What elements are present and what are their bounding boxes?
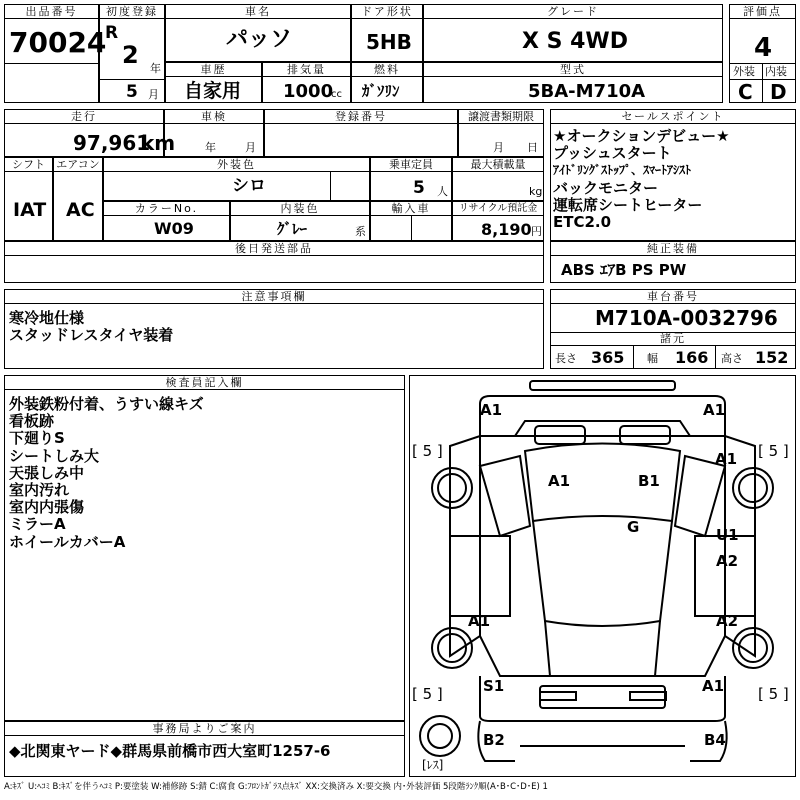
sales-points-label: セールスポイント bbox=[551, 110, 795, 124]
fuel: ｶﾞｿﾘﾝ bbox=[362, 82, 400, 100]
inspector-item: シートしみ大 bbox=[9, 446, 100, 465]
mileage-box bbox=[4, 109, 176, 157]
displacement: 1000 bbox=[283, 81, 334, 102]
car-name-label: 車名 bbox=[166, 5, 350, 19]
sales-point: プッシュスタート bbox=[553, 144, 672, 163]
grade: X S 4WD bbox=[522, 29, 628, 54]
inspector-item: 室内内張傷 bbox=[9, 498, 85, 517]
notes-list bbox=[9, 310, 173, 344]
chassis-label: 車台番号 bbox=[551, 290, 795, 304]
tire-front-right: [ 5 ] bbox=[758, 442, 789, 460]
inspector-item: 室内汚れ bbox=[9, 481, 70, 500]
damage-mark: B1 bbox=[638, 472, 660, 490]
displacement-unit: cc bbox=[331, 89, 342, 100]
car-name-box bbox=[165, 4, 351, 62]
inspector-list bbox=[9, 396, 204, 551]
sales-point: ETC2.0 bbox=[553, 213, 612, 232]
mileage-label: 走行 bbox=[5, 110, 163, 124]
color-no-box bbox=[103, 201, 230, 241]
damage-mark: A1 bbox=[702, 677, 725, 695]
capacity-unit: 人 bbox=[437, 185, 448, 198]
history-label: 車歴 bbox=[166, 63, 261, 77]
import-label: 輸入車 bbox=[371, 202, 451, 216]
model-label: 型式 bbox=[424, 63, 722, 77]
grade-label: グレード bbox=[424, 5, 722, 19]
notes-label: 注意事項欄 bbox=[5, 290, 543, 304]
equipment-label: 純正装備 bbox=[551, 242, 795, 256]
interior-color-label: 内装色 bbox=[231, 202, 369, 216]
note-item: スタッドレスタイヤ装着 bbox=[9, 326, 174, 345]
mileage: 97,961 bbox=[73, 131, 151, 155]
inspector-box bbox=[4, 375, 405, 721]
interior-color-box bbox=[230, 201, 370, 241]
registration-label: 登録番号 bbox=[265, 110, 457, 124]
chassis-box bbox=[550, 289, 796, 369]
door-label: ドア形状 bbox=[352, 5, 422, 19]
damage-mark: A1 bbox=[703, 401, 726, 419]
inspector-label: 検査員記入欄 bbox=[5, 376, 404, 390]
recycle-label: リサイクル預託金 bbox=[453, 202, 543, 216]
max-load-box bbox=[452, 157, 544, 201]
door-type: 5HB bbox=[366, 30, 412, 54]
lot-number: 70024 bbox=[9, 26, 107, 59]
recycle-unit: 円 bbox=[531, 225, 542, 238]
note-item: 寒冷地仕様 bbox=[9, 309, 85, 327]
exterior-grade: C bbox=[738, 80, 753, 104]
damage-mark: A1 bbox=[715, 450, 738, 468]
notes-box bbox=[4, 289, 544, 369]
model-box bbox=[423, 62, 723, 103]
transfer-day-unit: 日 bbox=[527, 141, 538, 154]
exterior-color: シロ bbox=[232, 176, 266, 196]
interior-color: ｸﾞﾚｰ bbox=[277, 220, 308, 238]
shift-label: シフト bbox=[5, 158, 52, 172]
office-label: 事務局よりご案内 bbox=[5, 722, 404, 736]
capacity-box bbox=[370, 157, 452, 201]
later-parts-label: 後日発送部品 bbox=[5, 242, 543, 256]
exterior-grade-label: 外装 bbox=[733, 65, 755, 78]
max-load-label: 最大積載量 bbox=[453, 158, 543, 172]
door-box bbox=[351, 4, 423, 62]
capacity-label: 乗車定員 bbox=[371, 158, 451, 172]
sales-point: バックモニター bbox=[553, 178, 659, 197]
color-no-label: カラーNo. bbox=[104, 202, 229, 216]
inspection-year-unit: 年 bbox=[205, 141, 216, 154]
length: 365 bbox=[591, 348, 625, 367]
first-reg-month: 5 bbox=[126, 82, 138, 102]
inspector-item: 外装鉄粉付着、うすい線キズ bbox=[9, 395, 204, 413]
chassis-number: M710A-0032796 bbox=[595, 306, 778, 330]
transfer-label: 譲渡書類期限 bbox=[459, 110, 543, 124]
equipment-box bbox=[550, 241, 796, 283]
office-box bbox=[4, 721, 405, 777]
lot-number-label: 出品番号 bbox=[5, 5, 98, 19]
damage-mark: B2 bbox=[483, 731, 505, 749]
tire-rear-left: [ 5 ] bbox=[412, 685, 443, 703]
inspection-month-unit: 月 bbox=[245, 141, 256, 154]
score-box bbox=[729, 4, 796, 103]
damage-mark: U1 bbox=[716, 526, 739, 544]
score-label: 評価点 bbox=[730, 5, 795, 19]
first-registration-label: 初度登録 bbox=[100, 5, 164, 19]
inspector-item: ホイールカバーA bbox=[9, 532, 126, 551]
damage-mark: S1 bbox=[483, 677, 505, 695]
first-reg-year: 2 bbox=[122, 41, 139, 69]
legend: A:ｷｽﾞ U:ﾍｺﾐ B:ｷｽﾞを伴うﾍｺﾐ P:要塗装 W:補修跡 S:錆 C:腐食 G:ﾌﾛﾝﾄｶﾞﾗｽ点ｷｽﾞ XX:交換済み X:要交換 内･外装評価 5段階ﾗﾝｸ順(A･B･C･D･E) 1 bbox=[4, 782, 548, 792]
interior-grade: D bbox=[770, 80, 787, 104]
sales-points-list bbox=[553, 128, 730, 231]
year-unit: 年 bbox=[150, 62, 161, 75]
later-parts-box bbox=[4, 241, 544, 283]
interior-color-suffix: 系 bbox=[355, 225, 366, 238]
inspection-box bbox=[164, 109, 264, 157]
ac: AC bbox=[66, 199, 95, 221]
recycle: 8,190 bbox=[481, 220, 532, 239]
sales-points-box bbox=[550, 109, 796, 241]
damage-mark: A1 bbox=[480, 401, 503, 419]
interior-grade-label: 内装 bbox=[765, 65, 787, 78]
width-label: 幅 bbox=[647, 352, 658, 365]
spare-tire-label: [ﾚｽ] bbox=[422, 758, 444, 772]
damage-mark: A1 bbox=[468, 612, 491, 630]
height-label: 高さ bbox=[721, 352, 743, 365]
month-unit: 月 bbox=[148, 88, 159, 101]
damage-mark: G bbox=[627, 518, 640, 536]
transfer-month-unit: 月 bbox=[493, 141, 504, 154]
damage-mark: A1 bbox=[548, 472, 571, 490]
length-label: 長さ bbox=[555, 352, 577, 365]
history-box bbox=[165, 62, 262, 103]
shift-box bbox=[4, 157, 53, 241]
equipment: ABS ｴｱB PS PW bbox=[561, 261, 687, 279]
first-registration-box bbox=[99, 4, 165, 103]
max-load-unit: kg bbox=[529, 185, 543, 198]
mileage-unit: km bbox=[141, 131, 176, 155]
damage-mark: A2 bbox=[716, 552, 739, 570]
transfer-box bbox=[458, 109, 544, 157]
import-box bbox=[370, 201, 452, 241]
history: 自家用 bbox=[184, 80, 242, 102]
ac-label: エアコン bbox=[54, 158, 102, 172]
score: 4 bbox=[754, 33, 773, 63]
car-name: パッソ bbox=[226, 27, 293, 52]
sales-point: ｱｲﾄﾞﾘﾝｸﾞｽﾄｯﾌﾟ、ｽﾏｰﾄｱｼｽﾄ bbox=[553, 163, 692, 178]
tire-rear-right: [ 5 ] bbox=[758, 685, 789, 703]
recycle-box bbox=[452, 201, 544, 241]
capacity: 5 bbox=[413, 178, 425, 198]
inspection-label: 車検 bbox=[165, 110, 263, 124]
registration-box bbox=[264, 109, 458, 157]
grade-box bbox=[423, 4, 723, 62]
shift: IAT bbox=[13, 199, 47, 221]
inspector-item: 天張しみ中 bbox=[9, 463, 85, 482]
car-diagram bbox=[409, 375, 796, 777]
ac-box bbox=[53, 157, 103, 241]
damage-mark: A2 bbox=[716, 612, 739, 630]
era: R bbox=[105, 23, 119, 43]
inspector-item: 看板跡 bbox=[9, 412, 55, 431]
inspector-item: 下廻りS bbox=[9, 429, 65, 448]
lot-number-box bbox=[4, 4, 107, 103]
width: 166 bbox=[675, 348, 709, 367]
sales-point: ★オークションデビュー★ bbox=[553, 127, 730, 145]
model: 5BA-M710A bbox=[528, 81, 646, 102]
displacement-box bbox=[262, 62, 351, 103]
fuel-label: 燃料 bbox=[352, 63, 422, 77]
fuel-box bbox=[351, 62, 423, 103]
tire-front-left: [ 5 ] bbox=[412, 442, 443, 460]
car-outline bbox=[410, 376, 795, 776]
sales-point: 運転席シートヒーター bbox=[553, 195, 703, 214]
damage-mark: B4 bbox=[704, 731, 726, 749]
height: 152 bbox=[755, 348, 789, 367]
inspector-item: ミラーA bbox=[9, 515, 66, 534]
color-no: W09 bbox=[154, 219, 194, 238]
exterior-color-box bbox=[103, 157, 370, 201]
specs-label: 諸元 bbox=[551, 332, 795, 346]
exterior-color-label: 外装色 bbox=[104, 158, 369, 172]
office-address: ◆北関東ヤード◆群馬県前橋市西大室町1257-6 bbox=[9, 742, 331, 760]
displacement-label: 排気量 bbox=[263, 63, 350, 77]
